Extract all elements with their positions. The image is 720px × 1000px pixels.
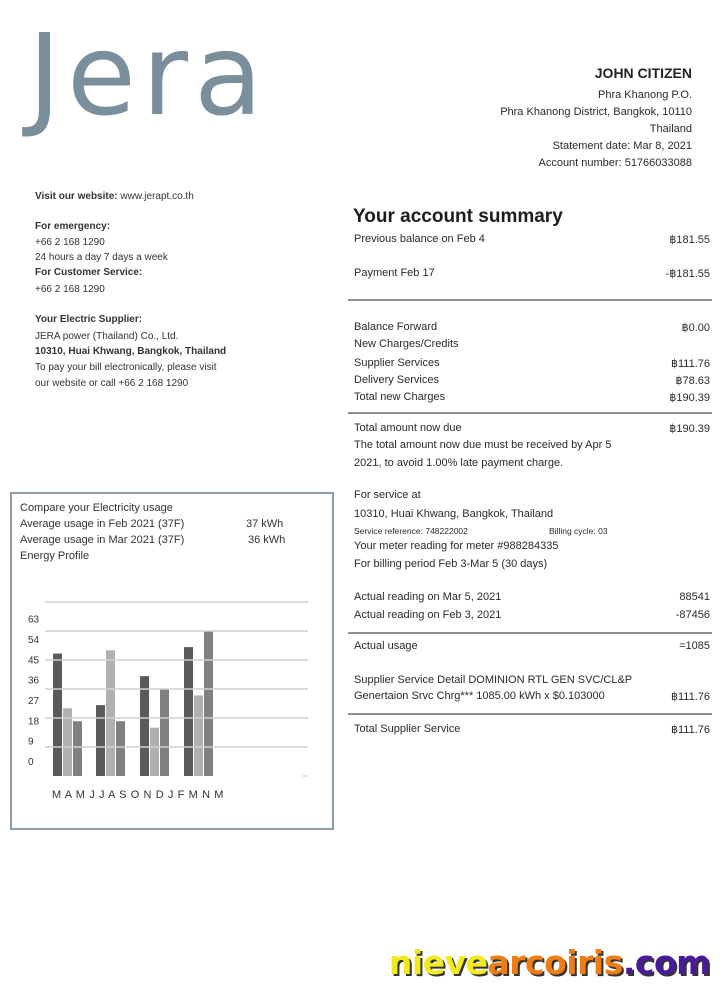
supplier-name: JERA power (Thailand) Co., Ltd. [35, 331, 179, 342]
watermark [389, 943, 710, 982]
y-tick-label: 0 [28, 757, 34, 768]
row-label: Previous balance on Feb 4 [354, 233, 485, 245]
supplier-detail [354, 674, 710, 686]
bar [194, 695, 203, 776]
y-tick-label: 54 [28, 634, 40, 646]
row-label: Genertaion Srvc Chrg*** 1085.00 kWh x $0.103000 [354, 690, 605, 702]
row-label: Balance Forward [354, 321, 438, 333]
row-label: New Charges/Credits [354, 338, 459, 350]
website-label: Visit our website: [35, 191, 118, 202]
row-amount: 88541 [679, 591, 710, 603]
jera-logo: Jera [28, 11, 269, 141]
customer-service-phone: +66 2 168 1290 [35, 284, 105, 295]
service-label [354, 489, 710, 501]
pay-note: To pay your bill electronically, please visit [35, 362, 217, 373]
row-label: Delivery Services [354, 374, 439, 386]
y-tick-label: 36 [28, 675, 40, 687]
emergency-hours: 24 hours a day 7 days a week [35, 252, 168, 263]
balance-forward-row [354, 321, 710, 334]
row-label: Total new Charges [354, 391, 446, 403]
customer-address-line: Thailand [649, 123, 692, 135]
customer-address-line: Phra Khanong District, Bangkok, 10110 [500, 106, 692, 118]
row-label: Actual usage [354, 640, 418, 652]
y-tick-label: 63 [28, 614, 40, 626]
emergency-phone: +66 2 168 1290 [35, 237, 105, 248]
watermark-part: nieve [388, 943, 488, 982]
row-label: The total amount now due must be received by Apr 5 [354, 439, 612, 451]
actual-usage-row [354, 640, 710, 652]
divider [348, 632, 712, 634]
bar [140, 676, 149, 776]
previous-balance-row [354, 233, 710, 246]
row-amount: ฿78.63 [675, 375, 710, 387]
billing-cycle: Billing cycle: 03 [549, 526, 608, 536]
bar [96, 705, 105, 776]
customer-service-label: For Customer Service: [35, 267, 143, 278]
row-label: Supplier Services [354, 357, 440, 369]
bar [150, 728, 159, 776]
billing-period [354, 558, 710, 570]
bar [53, 654, 62, 776]
row-amount: ฿190.39 [669, 423, 710, 435]
y-tick-label: 45 [28, 655, 40, 667]
row-label: Actual reading on Mar 5, 2021 [354, 591, 502, 603]
meter-reading [354, 540, 710, 552]
row-amount: -฿181.55 [665, 268, 710, 280]
bar [184, 647, 193, 776]
account-summary-title: Your account summary [353, 206, 563, 227]
divider [348, 412, 712, 414]
row-label: For billing period Feb 3-Mar 5 (30 days) [354, 558, 548, 570]
row-amount: -87456 [675, 609, 710, 621]
total-new-charges-row [354, 391, 710, 404]
total-supplier-row [354, 723, 710, 736]
y-tick-label: 18 [28, 716, 40, 728]
row-label: Your meter reading for meter #988284335 [354, 540, 559, 552]
row-label: For service at [354, 489, 421, 501]
bar [73, 721, 82, 776]
mar-usage-label: Average usage in Mar 2021 (37F) [20, 534, 185, 546]
row-amount: ฿111.76 [670, 358, 710, 370]
bar [160, 689, 169, 776]
feb-usage-value: 37 kWh [246, 518, 284, 530]
row-label: 10310, Huai Khwang, Bangkok, Thailand [354, 508, 554, 520]
feb-usage-label: Average usage in Feb 2021 (37F) [20, 518, 185, 530]
new-charges-label [354, 338, 710, 350]
bar [204, 631, 213, 776]
row-label: Total amount now due [354, 422, 462, 434]
x-axis-labels: M A M J J A S O N D J F M N M [52, 789, 225, 801]
row-label: Total Supplier Service [354, 723, 461, 735]
row-label: Payment Feb 17 [354, 267, 435, 279]
row-amount: ฿0.00 [681, 322, 710, 334]
divider [348, 299, 712, 301]
due-note [354, 457, 710, 469]
usage-title: Compare your Electricity usage [20, 502, 173, 514]
emergency-label: For emergency: [35, 221, 111, 232]
row-label: Supplier Service Detail DOMINION RTL GEN SVC/CL&P [354, 674, 633, 686]
payment-row [354, 267, 710, 280]
pay-note: our website or call +66 2 168 1290 [35, 378, 189, 389]
energy-profile-label: Energy Profile [20, 550, 90, 562]
supplier-label: Your Electric Supplier: [35, 314, 143, 325]
statement-date: Statement date: Mar 8, 2021 [552, 140, 692, 152]
y-tick-label: 9 [28, 736, 34, 748]
due-note [354, 439, 710, 451]
row-amount: ฿111.76 [670, 691, 710, 703]
usage-comparison-panel [10, 492, 334, 830]
divider [348, 713, 712, 715]
total-due-row [354, 422, 710, 435]
reading-mar-row [354, 591, 710, 603]
mar-usage-value: 36 kWh [248, 534, 286, 546]
row-amount: ฿181.55 [669, 234, 710, 246]
row-amount: ฿111.76 [670, 724, 710, 736]
row-label: Actual reading on Feb 3, 2021 [354, 609, 502, 621]
account-number: Account number: 51766033088 [538, 157, 692, 169]
customer-address-line: Phra Khanong P.O. [598, 89, 692, 101]
row-amount: ฿190.39 [669, 392, 710, 404]
watermark-part: arcoiris [487, 943, 623, 982]
supplier-services-row [354, 357, 710, 370]
generation-charge-row [354, 690, 710, 703]
delivery-services-row [354, 374, 710, 387]
energy-profile-chart [12, 494, 332, 828]
website-link[interactable]: www.jerapt.co.th [120, 191, 194, 202]
y-tick-label: 27 [28, 695, 40, 707]
bar [106, 650, 115, 776]
row-label: 2021, to avoid 1.00% late payment charge. [354, 457, 564, 469]
bar [116, 721, 125, 776]
customer-name: JOHN CITIZEN [594, 65, 692, 81]
reading-feb-row [354, 609, 710, 621]
row-amount: =1085 [679, 640, 710, 652]
service-address [354, 508, 710, 520]
watermark-part: .com [622, 943, 710, 982]
service-reference: Service reference: 748222002 [354, 526, 468, 536]
supplier-address: 10310, Huai Khwang, Bangkok, Thailand [35, 346, 227, 357]
